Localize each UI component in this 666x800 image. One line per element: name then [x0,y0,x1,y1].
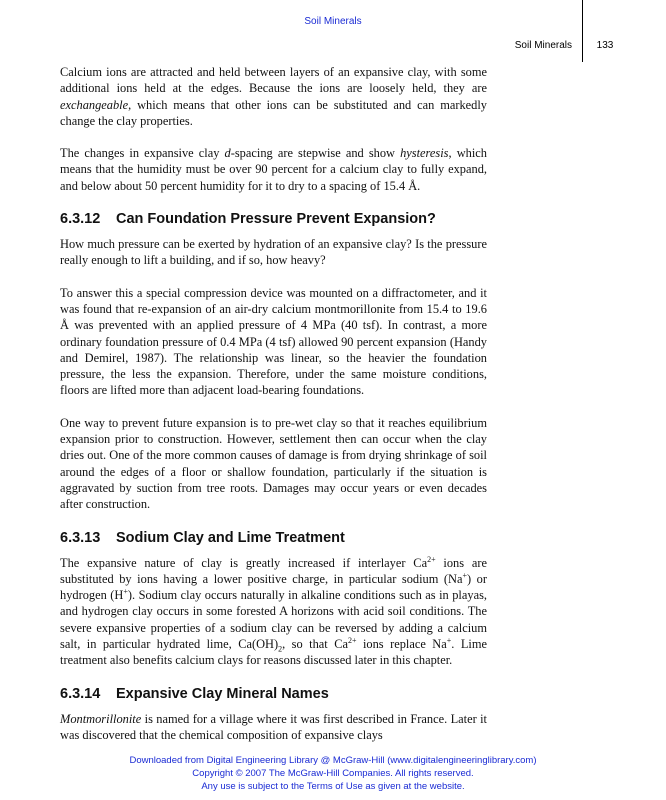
footer-download-link[interactable]: Downloaded from Digital Engineering Library @ McGraw-Hill (www.digitalengineeringlibrary.com) [129,755,537,766]
footer-copyright: Copyright © 2007 The McGraw-Hill Companies. All rights reserved. [192,768,474,779]
paragraph: Montmorillonite is named for a village where it was first described in France. Later it was discovered that the chemical composition of expansive clays [60,711,487,742]
section-heading: 6.3.13 Sodium Clay and Lime Treatment [60,529,345,546]
body-text [60,64,487,759]
paragraph: To answer this a special compression device was mounted on a diffractometer, and it was found that re-expansion of an air-dry calcium montmorillonite from 15.4 to 19.6 Å was prevented with an applied pressure of 4 MPa (40 tsf). In contrast, a more ordinary foundation pressure of 0.4 MPa (4 tsf) allowed 90 percent expansion (Handy and Demirel, 1987). The relationship was linear, so the heavier the foundation pressure, the less the expansion. Therefore, under the same moisture conditions, floors are lifted more than adjacent load-bearing foundations. [60,285,487,398]
page-number: 133 [596,40,614,51]
paragraph: The expansive nature of clay is greatly increased if interlayer $Ca^{2+}$ ions are substituted by ions having a lower positive charge, in particular sodium (Na+) or hydrogen (H+). Sodium clay occurs naturally in alkaline conditions such as in playas, and hydrogen clay occurs in some forested A horizons with acid soil conditions. The severe expansive properties of a sodium clay can be reversed by adding a calcium salt, in particular hydrated lime, $Ca(OH)_2$, so that $Ca^{2+}$ ions replace Na+. Lime treatment also benefits calcium clays for reasons discussed later in this chapter. [60,554,487,668]
running-title: Soil Minerals [514,40,572,51]
chapter-title-link[interactable]: Soil Minerals [304,16,362,27]
header-divider [582,0,583,62]
paragraph: How much pressure can be exerted by hydration of an expansive clay? Is the pressure really enough to lift a building, and if so, how heavy? [60,237,487,268]
section-heading: 6.3.12 Can Foundation Pressure Prevent Expansion? [60,211,436,228]
paragraph: The changes in expansive clay d-spacing are stepwise and show hysteresis, which means that the humidity must be over 90 percent for a calcium clay to fully expand, and below about 50 percent humidity for it to dry to a spacing of 15.4 Å. [60,146,488,193]
section-heading: 6.3.14 Expansive Clay Mineral Names [60,685,329,702]
paragraph: Calcium ions are attracted and held between layers of an expansive clay, with some additional ions held at the edges. Because the ions are loosely held, they are exchangeable, which means that other ions can be substituted and can markedly change the clay properties. [60,65,487,128]
paragraph: One way to prevent future expansion is to pre-wet clay so that it reaches equilibrium expansion prior to construction. However, settlement then can occur when the clay dries out. One of the more common causes of damage is from drying shrinkage of soil around the edges of a floor or shallow foundation, particularly if the situation is aggravated by suction from tree roots. Damages may occur years or even decades after construction. [60,415,487,512]
footer-terms-link[interactable]: Any use is subject to the Terms of Use as given at the website. [201,781,465,792]
